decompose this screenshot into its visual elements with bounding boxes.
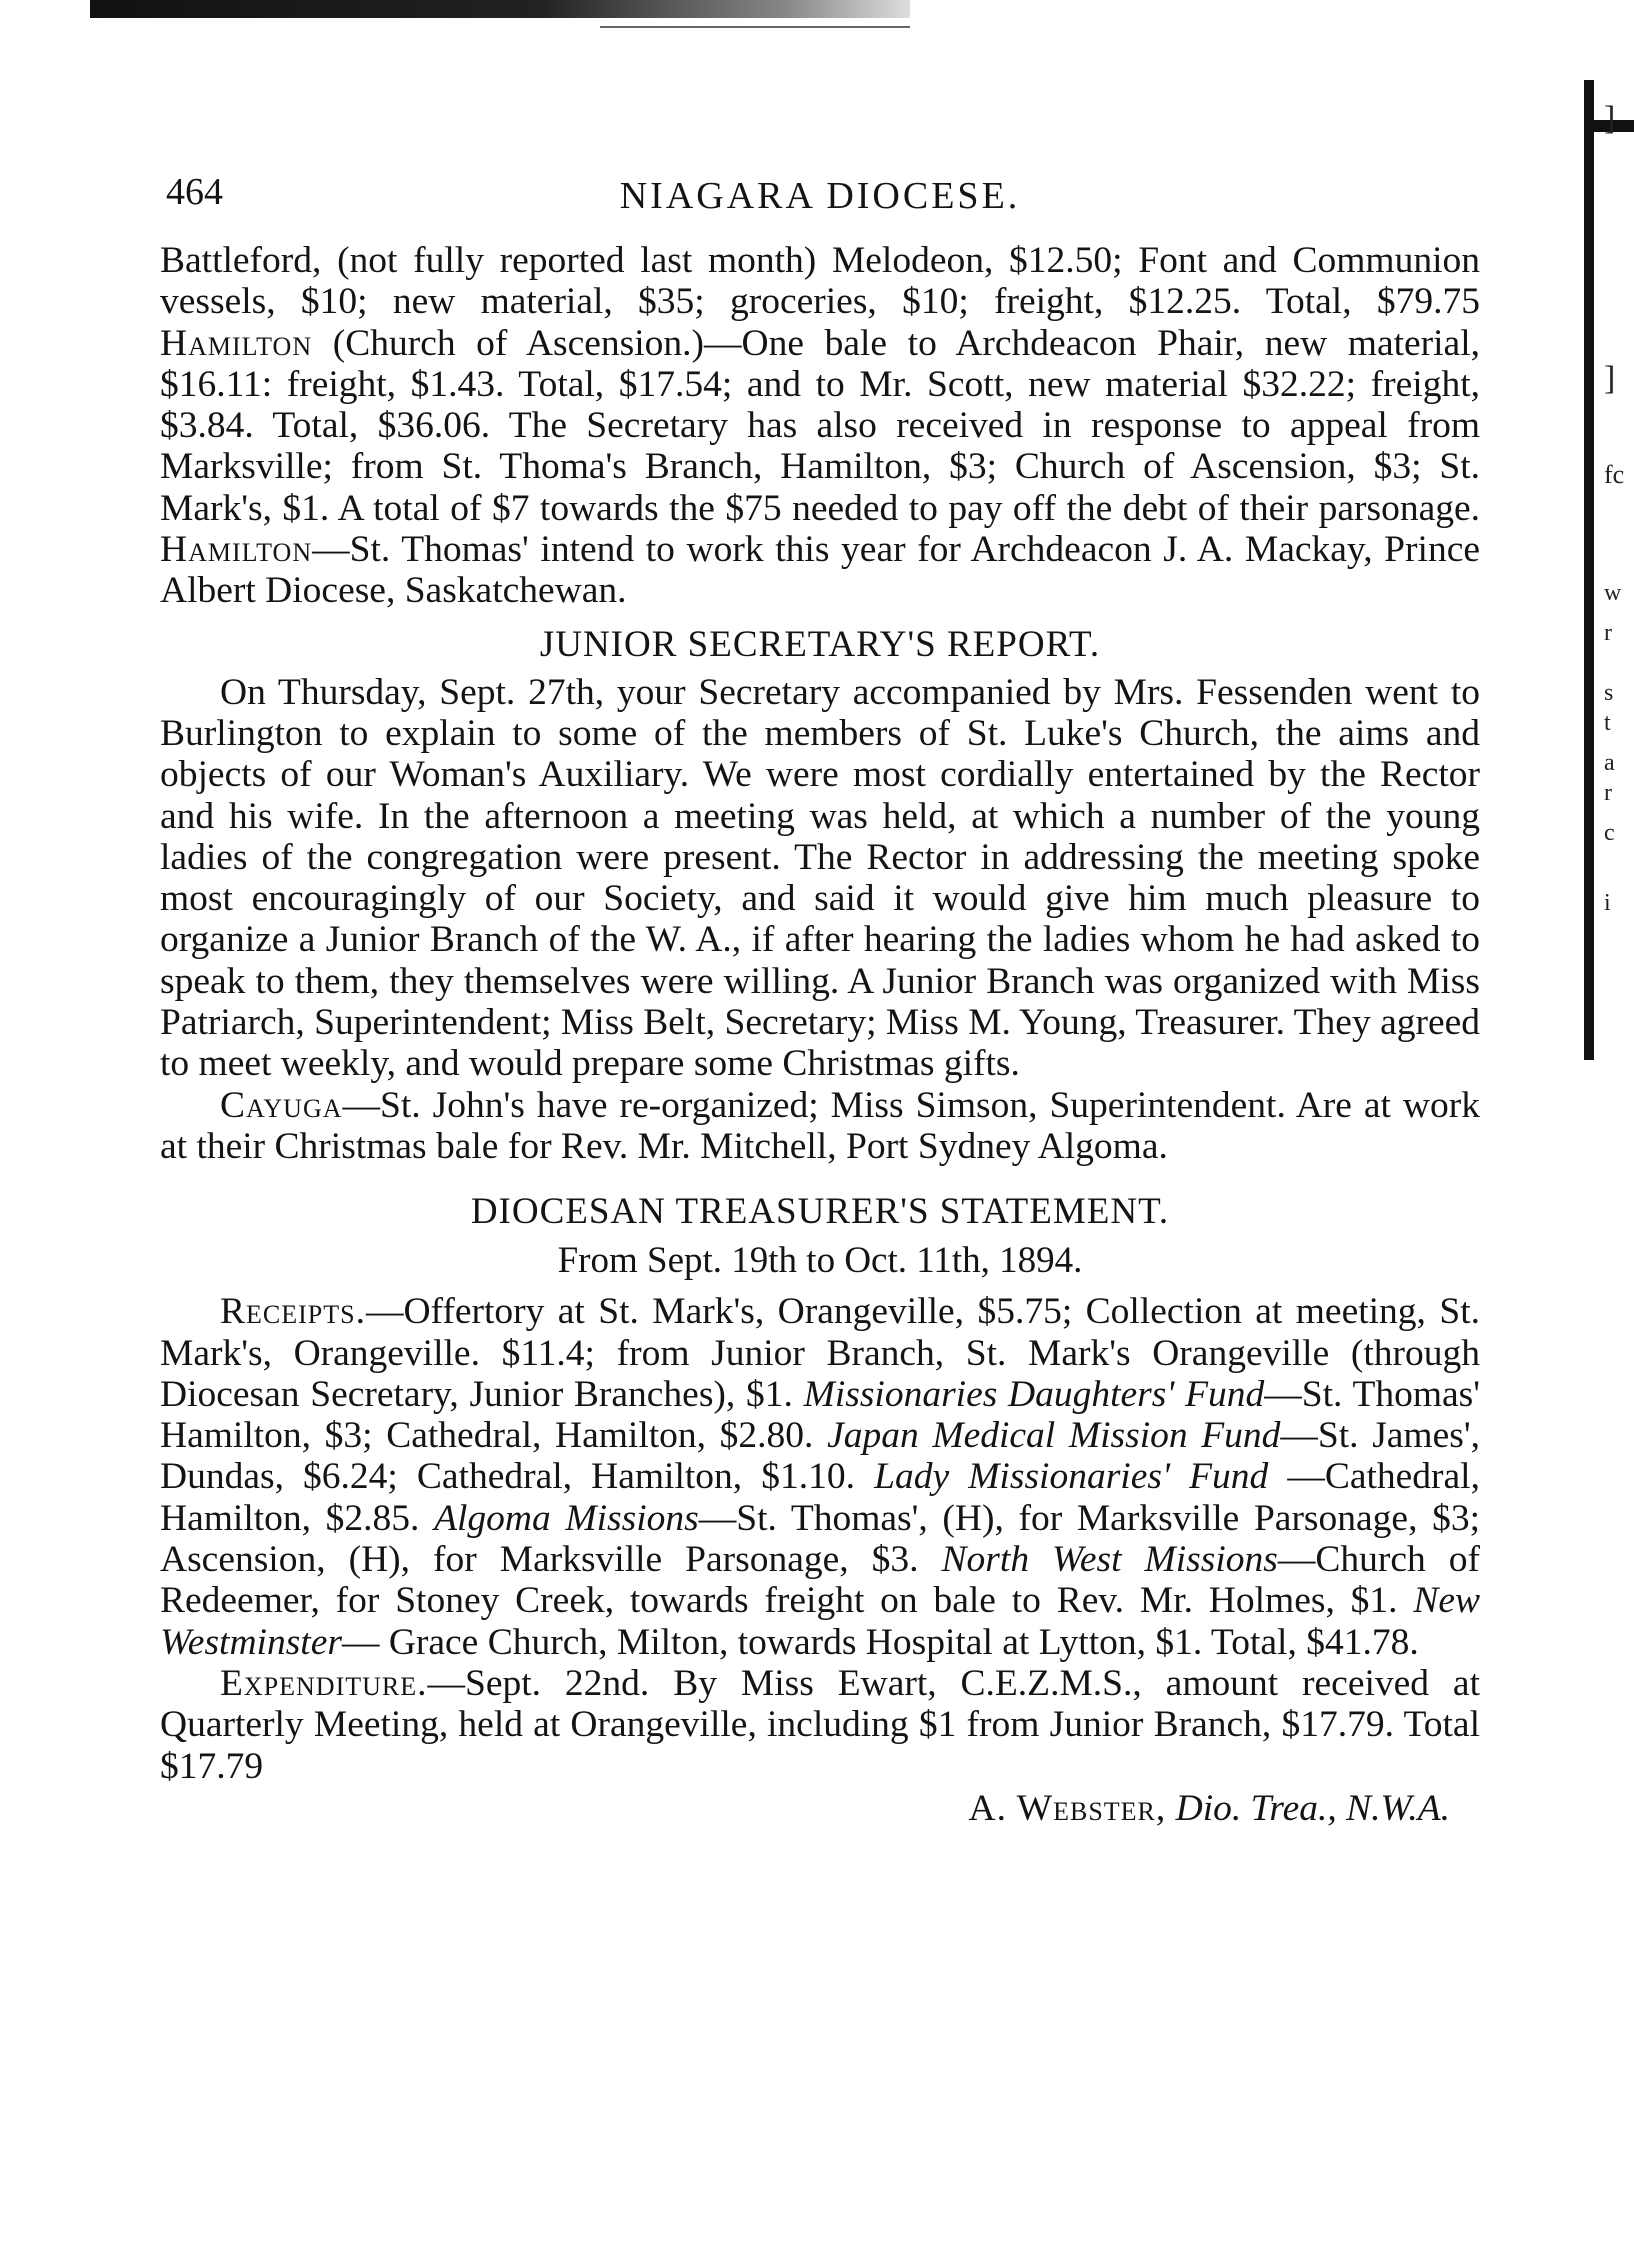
- page-title: NIAGARA DIOCESE.: [619, 175, 1021, 217]
- receipts-text: —Cathedral, Hamilton, $2.85.: [160, 1456, 1480, 1539]
- cayuga-paragraph: [160, 1085, 1480, 1168]
- expenditure-text: —Sept. 22nd. By Miss Ewart, C.E.Z.M.S., amount received at Quarterly Meeting, held at Orangeville, including $1 from Junior Branch, $17.79. Total $17.79: [160, 1662, 1480, 1787]
- junior-report-heading: JUNIOR SECRETARY'S REPORT.: [539, 623, 1101, 665]
- receipts-label: Receipts.: [220, 1291, 366, 1333]
- expenditure-label: Expenditure.: [220, 1662, 428, 1704]
- margin-fragment: s: [1604, 680, 1614, 706]
- signature: [160, 1787, 1480, 1831]
- page-body: [160, 160, 1480, 1831]
- treasurer-date-range: From Sept. 19th to Oct. 11th, 1894.: [557, 1240, 1083, 1282]
- fund-name: New Westminster: [160, 1580, 1480, 1663]
- expenditure-paragraph: [160, 1663, 1480, 1787]
- receipts-text: —Offertory at St. Mark's, Orangeville, $5.75; Collection at meeting, St. Mark's, Orangeville. $11.4; from Junior Branch, St. Mark's Orangeville (through Diocesan Secretary, Junior Branches), $1.: [160, 1291, 1480, 1415]
- receipts-text: —Church of Redeemer, for Stoney Creek, towards freight on bale to Rev. Mr. Holmes, $1.: [160, 1539, 1480, 1622]
- margin-fragment: i: [1604, 890, 1611, 916]
- intro-text-1: Battleford, (not fully reported last month) Melodeon, $12.50; Font and Communion vessels, $10; new material, $35; groceries, $10; freight, $12.25. Total, $79.75: [160, 240, 1480, 323]
- intro-text-2: (Church of Ascension.)—One bale to Archdeacon Phair, new material, $16.11: freight, $1.43. Total, $17.54; and to Mr. Scott, new material $32.22; freight, $3.84. Total, $36.06. The Secretary has also received in response to appeal from Marksville; from St. Thoma's Branch, Hamilton, $3; Church of Ascension, $3; St. Mark's, $1. A total of $7 towards the $75 needed to pay off the debt of their parsonage.: [160, 322, 1480, 529]
- margin-fragment: a: [1604, 750, 1615, 776]
- margin-fragment: r: [1604, 780, 1612, 806]
- margin-fragment: ]: [1604, 360, 1616, 397]
- facing-page-binding-bar: [1584, 80, 1594, 1060]
- signature-title: Dio. Trea., N.W.A.: [1166, 1787, 1450, 1829]
- receipts-text: — Grace Church, Milton, towards Hospital at Lytton, $1. Total, $41.78.: [341, 1621, 1419, 1663]
- intro-text-3: —St. Thomas' intend to work this year for Archdeacon J. A. Mackay, Prince Albert Diocese, Saskatchewan.: [160, 529, 1480, 612]
- cayuga-text: —St. John's have re-organized; Miss Simson, Superintendent. Are at work at their Christmas bale for Rev. Mr. Mitchell, Port Sydney Algoma.: [160, 1084, 1480, 1167]
- treasurer-heading: DIOCESAN TREASURER'S STATEMENT.: [470, 1191, 1170, 1233]
- fund-name: Japan Medical Mission Fund: [827, 1415, 1281, 1457]
- page-number: 464: [166, 171, 223, 213]
- junior-report-body: On Thursday, Sept. 27th, your Secretary accompanied by Mrs. Fessenden went to Burlington to explain to some of the members of St. Luke's Church, the aims and objects of our Woman's Auxiliary. We were most cordially entertained by the Rector and his wife. In the afternoon a meeting was held, at which a number of the young ladies of the congregation were present. The Rector in addressing the meeting spoke most encouragingly of our Society, and said it would give him much pleasure to organize a Junior Branch of the W. A., if after hearing the ladies whom he had asked to speak to them, they themselves were willing. A Junior Branch was organized with Miss Patriarch, Superintendent; Miss Belt, Secretary; Miss M. Young, Treasurer. They agreed to meet weekly, and would prepare some Christmas gifts.: [160, 671, 1480, 1085]
- signature-name: A. Webster,: [968, 1787, 1167, 1829]
- margin-fragment: w: [1604, 580, 1622, 606]
- intro-paragraph: [160, 240, 1480, 612]
- place-hamilton: Hamilton: [160, 322, 313, 364]
- fund-name: Lady Missionaries' Fund: [874, 1456, 1269, 1498]
- margin-fragment: c: [1604, 820, 1615, 846]
- margin-fragment: ]: [1604, 100, 1616, 137]
- place-hamilton: Hamilton: [160, 529, 313, 571]
- margin-fragment: t: [1604, 710, 1611, 736]
- fund-name: Algoma Missions: [434, 1497, 699, 1539]
- running-head: [160, 160, 1480, 240]
- fund-name: Missionaries Daughters' Fund: [803, 1373, 1265, 1415]
- receipts-text: —St. Thomas', (H), for Marksville Parsonage, $3; Ascension, (H), for Marksville Parsonage, $3.: [160, 1497, 1480, 1581]
- receipts-paragraph: [160, 1291, 1480, 1663]
- receipts-text: —St. James', Dundas, $6.24; Cathedral, Hamilton, $1.10.: [160, 1415, 1480, 1498]
- fund-name: North West Missions: [941, 1539, 1278, 1581]
- facing-page-edge: [1570, 60, 1634, 1060]
- margin-fragment: r: [1604, 620, 1612, 646]
- scan-top-rule-thin: [600, 26, 910, 28]
- place-cayuga: Cayuga: [220, 1084, 343, 1126]
- receipts-text: —St. Thomas' Hamilton, $3; Cathedral, Hamilton, $2.80.: [160, 1373, 1481, 1457]
- margin-fragment: fc: [1604, 460, 1625, 489]
- scan-top-rule: [90, 0, 910, 18]
